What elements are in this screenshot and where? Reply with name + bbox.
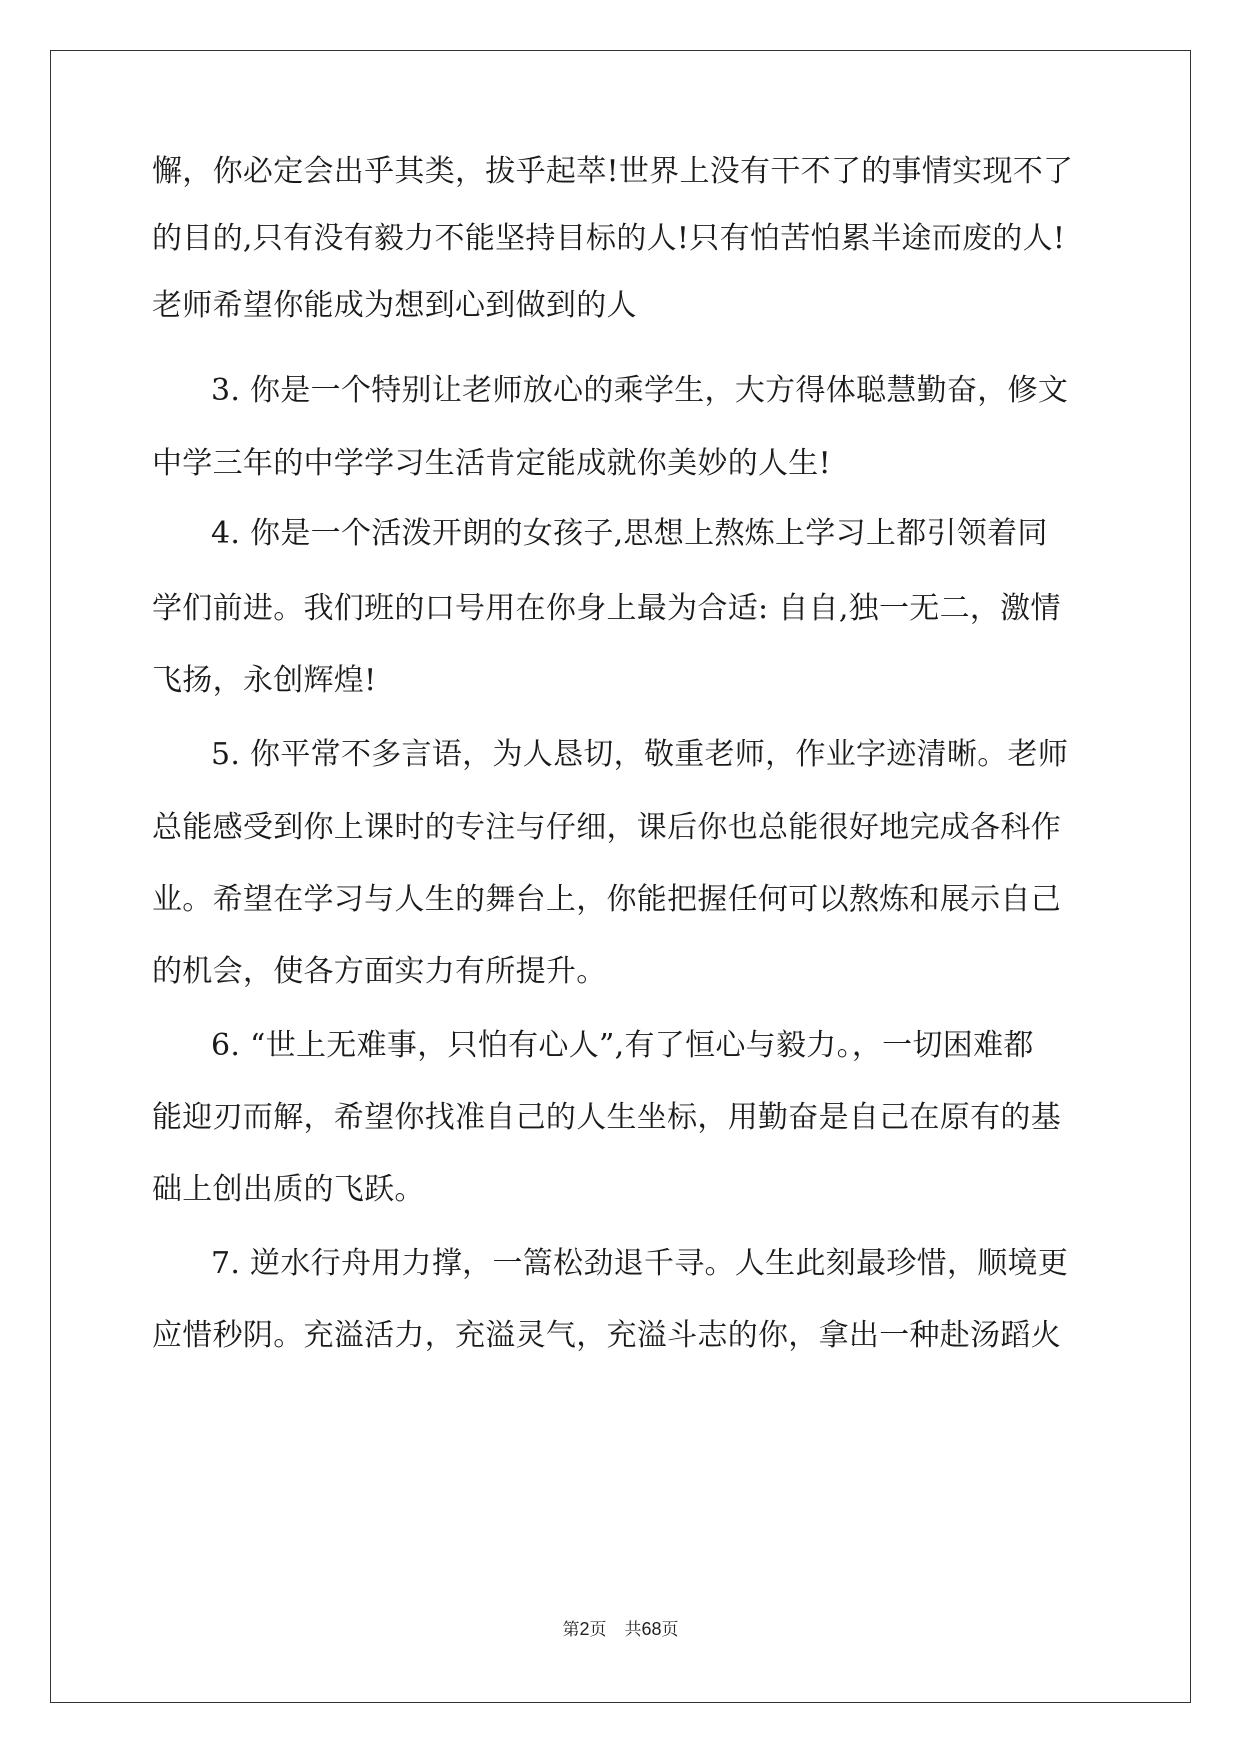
text-line: 的机会，使各方面实力有所提升。 — [152, 954, 607, 989]
page-number: 2 — [579, 1619, 590, 1639]
paragraph-5-line: 5. 你平常不多言语，为人恳切，敬重老师，作业字迹清晰。老师 — [211, 737, 1069, 772]
total-pages: 68 — [641, 1619, 662, 1639]
text-line: 总能感受到你上课时的专注与仔细，课后你也总能很好地完成各科作 — [152, 810, 1061, 845]
text-line: 应惜秒阴。充溢活力，充溢灵气，充溢斗志的你，拿出一种赴汤蹈火 — [152, 1318, 1061, 1353]
paragraph-7-line: 7. 逆水行舟用力撑，一篙松劲退千寻。人生此刻最珍惜，顺境更 — [211, 1246, 1069, 1281]
page-prefix: 第 — [562, 1620, 580, 1640]
text-line: 业。希望在学习与人生的舞台上，你能把握任何可以熬炼和展示自己 — [152, 882, 1061, 917]
text-line: 懈，你必定会出乎其类，拔乎起萃!世界上没有干不了的事情实现不了 — [152, 154, 1074, 189]
page-suffix: 页 — [589, 1620, 607, 1640]
text-line: 学们前进。我们班的口号用在你身上最为合适: 自自,独一无二，激情 — [152, 591, 1061, 626]
text-line: 老师希望你能成为想到心到做到的人 — [152, 288, 637, 323]
text-line: 础上创出质的飞跃。 — [152, 1172, 425, 1207]
text-line: 的目的,只有没有毅力不能坚持目标的人!只有怕苦怕累半途而废的人! — [152, 221, 1066, 256]
total-suffix: 页 — [661, 1620, 679, 1640]
text-line: 中学三年的中学学习生活肯定能成就你美妙的人生! — [152, 446, 831, 481]
text-line: 能迎刃而解，希望你找准自己的人生坐标，用勤奋是自己在原有的基 — [152, 1100, 1061, 1135]
page-footer — [0, 1618, 1241, 1641]
paragraph-3-line: 3. 你是一个特别让老师放心的乘学生，大方得体聪慧勤奋，修文 — [211, 373, 1069, 408]
paragraph-6-line: 6. “世上无难事，只怕有心人”,有了恒心与毅力。，一切困难都 — [211, 1028, 1034, 1063]
total-prefix: 共 — [624, 1620, 642, 1640]
text-line: 飞扬，永创辉煌! — [152, 663, 377, 698]
paragraph-4-line: 4. 你是一个活泼开朗的女孩子,思想上熬炼上学习上都引领着同 — [211, 516, 1048, 551]
